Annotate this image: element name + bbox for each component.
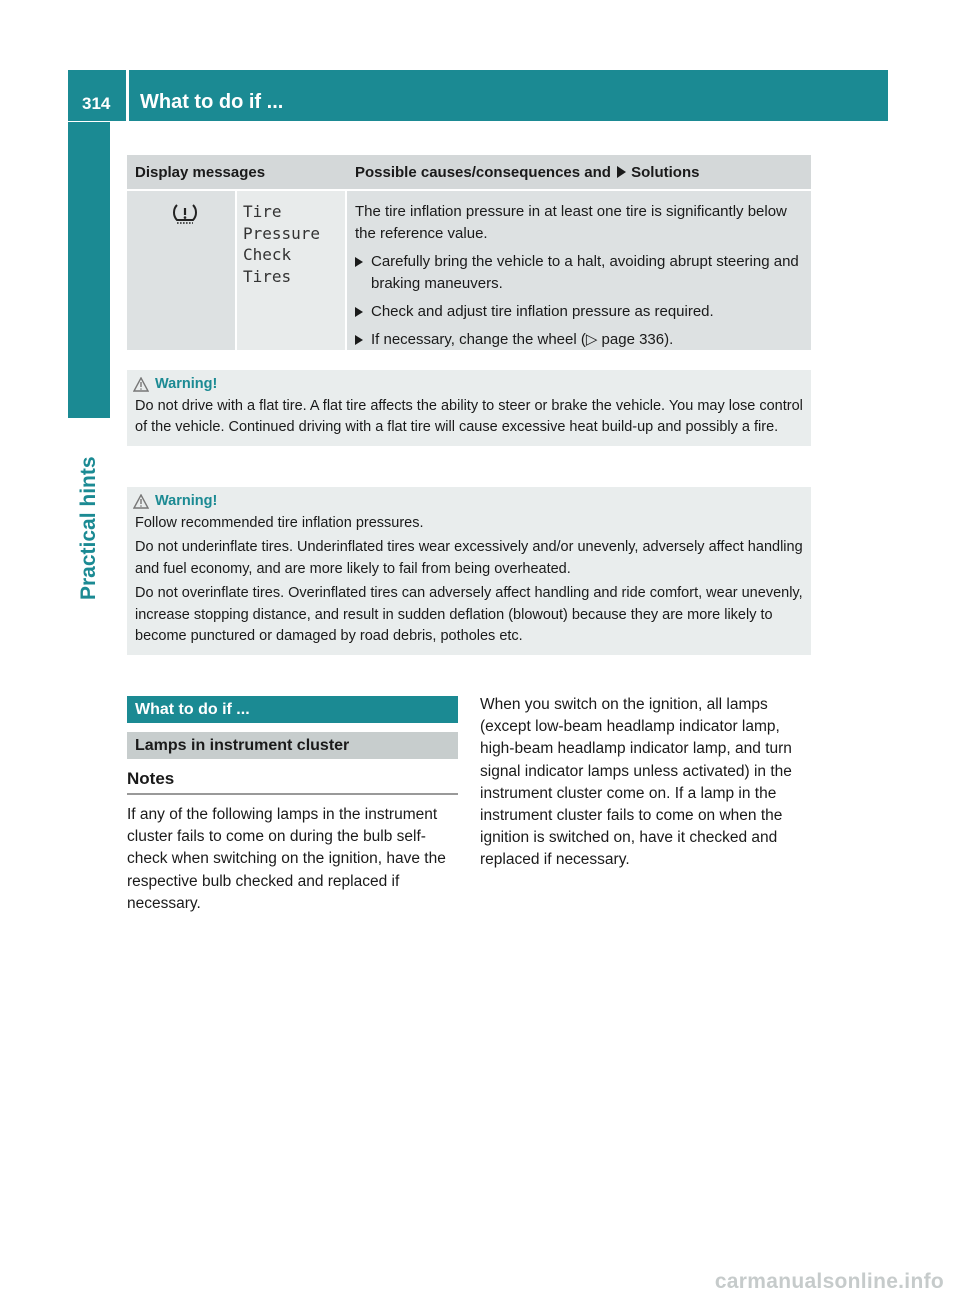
warning-triangle-icon bbox=[133, 377, 149, 392]
message-line: Tires bbox=[243, 266, 292, 286]
message-line: Pressure bbox=[243, 223, 321, 243]
col-header-display-messages: Display messages bbox=[135, 164, 266, 181]
header-title: What to do if ... bbox=[140, 91, 284, 113]
message-line: Check bbox=[243, 245, 292, 264]
notes-paragraph: If any of the following lamps in the instrument cluster fails to come on during the bulb self-check when switching on the ignition, have the respective bulb checked and replaced if necessary. bbox=[127, 806, 446, 912]
cause-text: The tire inflation pressure in at least one tire is significantly below the reference value. bbox=[355, 203, 787, 242]
table-row bbox=[127, 191, 811, 350]
solution-step: If necessary, change the wheel (▷ page 336). bbox=[355, 329, 805, 351]
page-number: 314 bbox=[82, 94, 111, 113]
warning-box-flat-tire bbox=[127, 370, 811, 446]
notes-heading: Notes bbox=[127, 769, 175, 788]
table-header bbox=[127, 155, 811, 189]
section-label: Practical hints bbox=[77, 456, 100, 600]
display-messages-table bbox=[127, 155, 811, 350]
warning-text: Do not drive with a flat tire. A flat tire affects the ability to steer or brake the vehicle. You may lose control of the vehicle. Continued driving with a flat tire will cause excessive heat build-up and possibly a fire. bbox=[135, 397, 803, 435]
message-line: Tire bbox=[243, 202, 282, 221]
tire-pressure-warning-icon bbox=[172, 203, 198, 225]
page-header bbox=[68, 70, 888, 121]
warning-title: Warning! bbox=[155, 376, 218, 392]
warning-text: Do not overinflate tires. Overinflated tires can adversely affect handling and ride comfort, wear unevenly, increase stopping distance, and result in sudden deflation (blowout) because they are more likely to become punctured or damaged by road debris, potholes etc. bbox=[135, 585, 803, 644]
watermark: carmanualsonline.info bbox=[714, 1270, 944, 1293]
warning-box-inflation bbox=[127, 487, 811, 655]
warning-text: Follow recommended tire inflation pressures. bbox=[135, 514, 424, 531]
bullet-arrow-icon bbox=[355, 257, 363, 267]
divider bbox=[127, 793, 458, 795]
warning-text: Do not underinflate tires. Underinflated tires wear excessively and/or unevenly, adversely affect handling and fuel economy, and are more likely to fail from being overheated. bbox=[135, 539, 803, 577]
bullet-arrow-icon bbox=[355, 307, 363, 317]
subsection-band: Lamps in instrument cluster bbox=[127, 732, 458, 759]
message-cell bbox=[237, 191, 345, 350]
col-header-causes-solutions: Possible causes/consequences and Solutions bbox=[355, 164, 700, 181]
sidebar-tab bbox=[68, 122, 110, 418]
section-band: What to do if ... bbox=[127, 696, 458, 723]
ignition-paragraph: When you switch on the ignition, all lamps (except low-beam headlamp indicator lamp, high-beam headlamp indicator lamp, and turn signal indicator lamps unless activated) in the instrument cluster come on. If a lamp in the instrument cluster fails to come on when the ignition is switched on, have it checked and replaced if necessary. bbox=[480, 696, 792, 869]
bullet-arrow-icon bbox=[355, 335, 363, 345]
solution-step: Check and adjust tire inflation pressure as required. bbox=[355, 301, 805, 323]
arrow-icon bbox=[617, 166, 626, 178]
solution-step: Carefully bring the vehicle to a halt, avoiding abrupt steering and braking maneuvers. bbox=[355, 251, 805, 295]
solutions-cell bbox=[347, 191, 811, 350]
warning-triangle-icon bbox=[133, 494, 149, 509]
header-divider bbox=[126, 70, 129, 121]
icon-cell bbox=[127, 191, 235, 350]
warning-title: Warning! bbox=[155, 493, 218, 509]
